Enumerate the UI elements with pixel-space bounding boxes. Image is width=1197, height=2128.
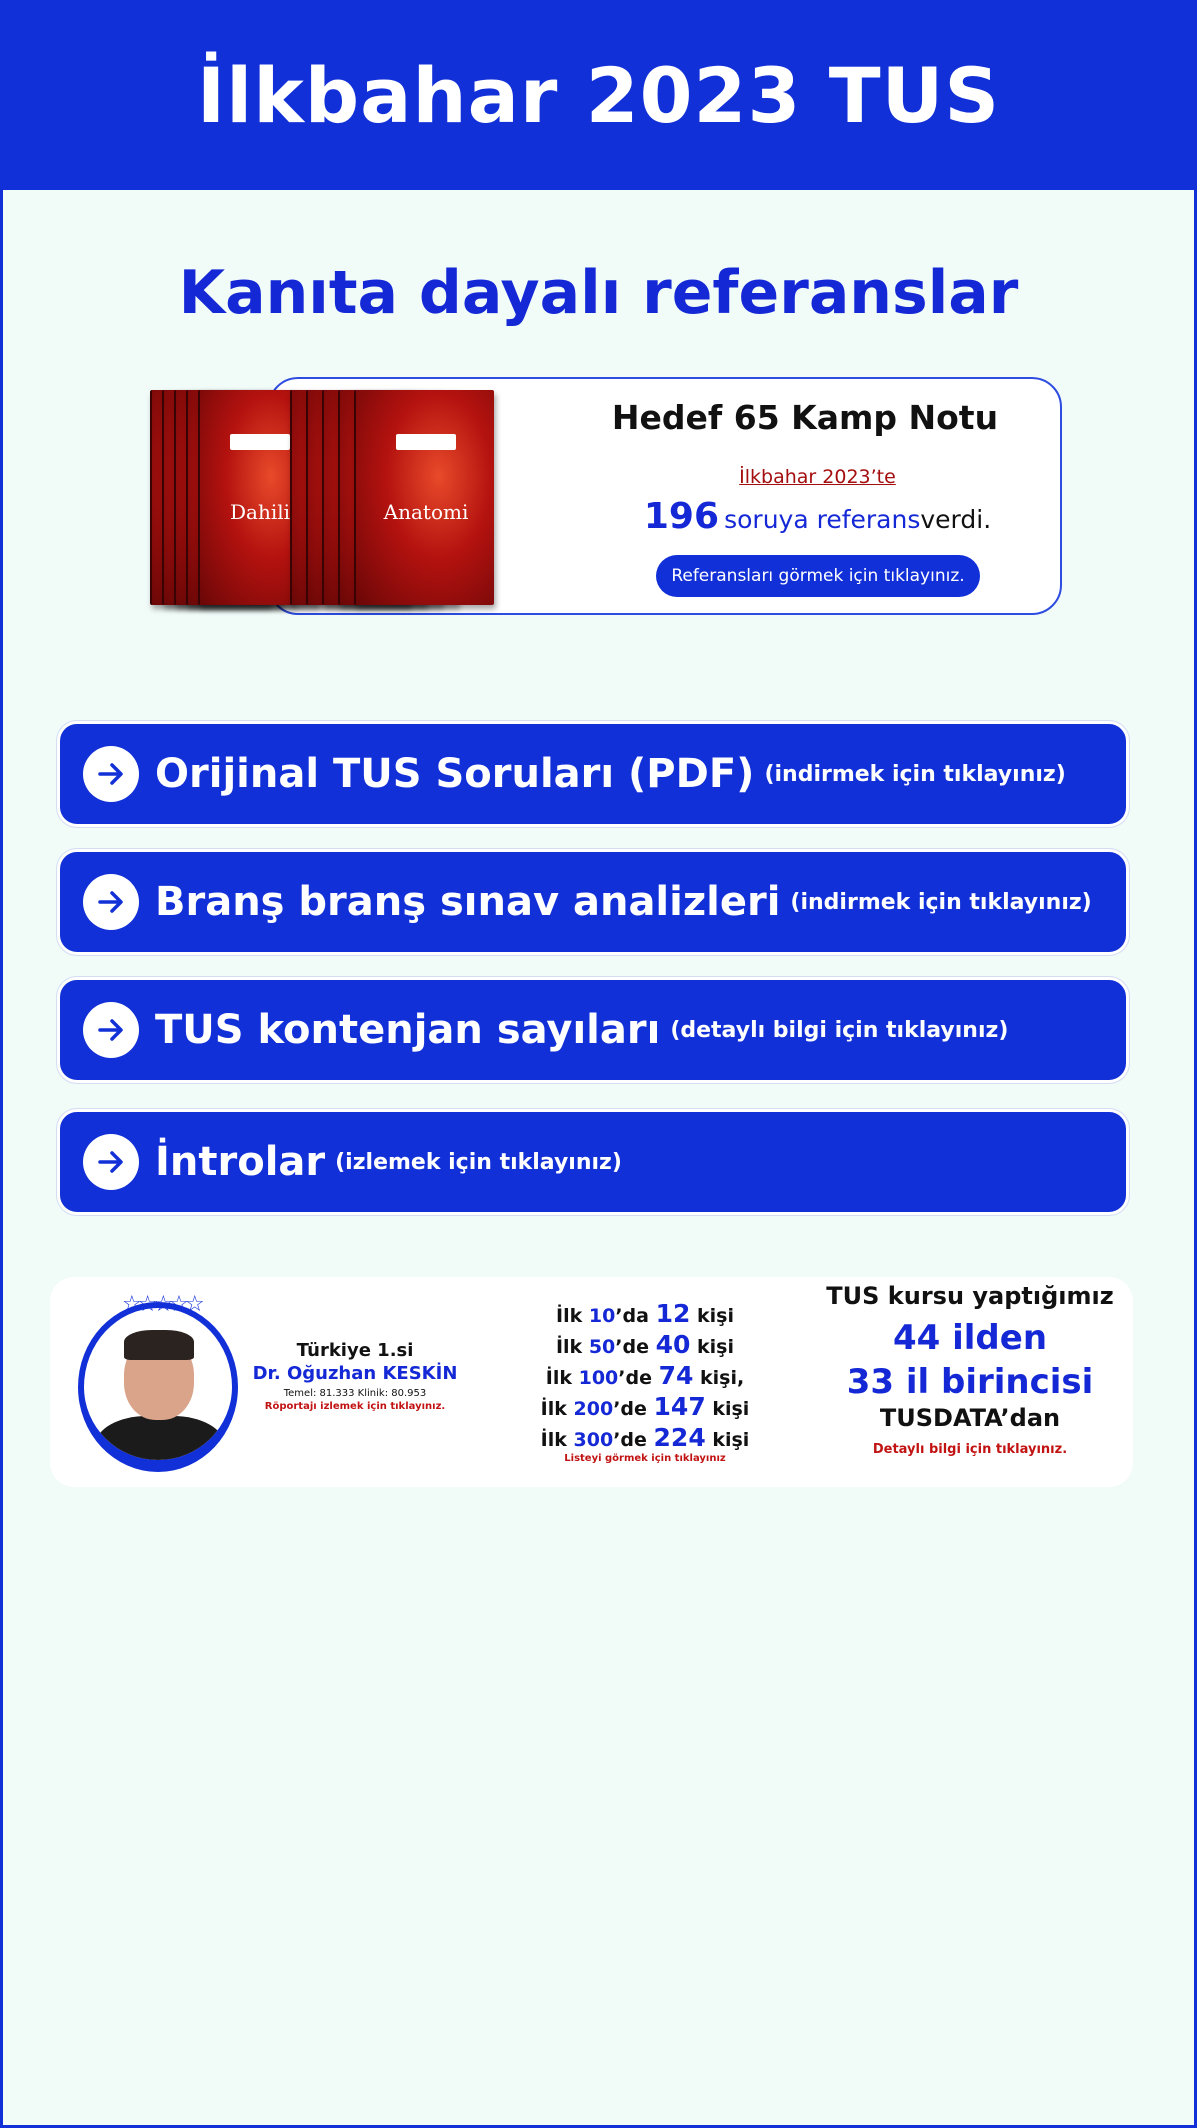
link-hint: (indirmek için tıklayınız) bbox=[790, 889, 1092, 915]
reference-count-number: 196 bbox=[643, 496, 719, 537]
page-header bbox=[0, 0, 1197, 190]
stat-row: İlk 100’de 74 kişi, bbox=[545, 1361, 745, 1390]
arrow-right-icon bbox=[83, 1134, 139, 1190]
link-hint: (indirmek için tıklayınız) bbox=[764, 761, 1066, 787]
province-line-1: TUS kursu yaptığımız bbox=[826, 1282, 1114, 1310]
province-line-2: 44 ilden bbox=[892, 1318, 1048, 1358]
winner-score: Temel: 81.333 Klinik: 80.953 bbox=[283, 1388, 427, 1399]
stat-row: İlk 300’de 224 kişi bbox=[540, 1423, 750, 1452]
reference-count-suffix: verdi. bbox=[920, 505, 992, 534]
list-link[interactable]: Listeyi görmek için tıklayınız bbox=[564, 1453, 726, 1464]
arrow-right-icon bbox=[83, 746, 139, 802]
ranking-stats[interactable] bbox=[530, 1298, 760, 1464]
book-stack-image[interactable] bbox=[150, 390, 510, 620]
product-title: Hedef 65 Kamp Notu bbox=[611, 398, 999, 437]
arrow-right-icon bbox=[83, 874, 139, 930]
book-cover-dahili: Dahili bbox=[229, 500, 291, 524]
link-label: Orijinal TUS Soruları (PDF) bbox=[155, 751, 755, 797]
winner-rank: Türkiye 1.si bbox=[296, 1340, 414, 1361]
section-subtitle: Kanıta dayalı referanslar bbox=[178, 258, 1019, 328]
product-period: İlkbahar 2023’te bbox=[739, 466, 896, 488]
link-label: Branş branş sınav analizleri bbox=[155, 879, 781, 925]
link-hint: (detaylı bilgi için tıklayınız) bbox=[670, 1017, 1009, 1043]
intros-button[interactable] bbox=[57, 1109, 1129, 1215]
quota-numbers-button[interactable] bbox=[57, 977, 1129, 1083]
stat-row: İlk 200’de 147 kişi bbox=[540, 1392, 750, 1421]
winner-info[interactable] bbox=[245, 1340, 465, 1412]
book-cover-anatomi: Anatomi bbox=[383, 500, 469, 524]
link-label: TUS kontenjan sayıları bbox=[155, 1007, 661, 1053]
link-label: İntrolar bbox=[155, 1139, 326, 1185]
reference-count-text: soruya referans bbox=[724, 505, 921, 534]
link-hint: (izlemek için tıklayınız) bbox=[335, 1149, 622, 1175]
reference-count bbox=[600, 496, 1035, 537]
stat-row: İlk 50’de 40 kişi bbox=[555, 1330, 735, 1359]
page-title: İlkbahar 2023 TUS bbox=[196, 50, 1001, 140]
stat-row: İlk 10’da 12 kişi bbox=[556, 1299, 734, 1328]
province-detail-link[interactable]: Detaylı bilgi için tıklayınız. bbox=[872, 1442, 1068, 1457]
province-stats[interactable] bbox=[810, 1282, 1130, 1457]
winner-avatar[interactable] bbox=[78, 1302, 238, 1472]
arrow-right-icon bbox=[83, 1002, 139, 1058]
province-line-3: 33 il birincisi bbox=[846, 1362, 1094, 1402]
branch-analysis-button[interactable] bbox=[57, 849, 1129, 955]
province-line-4: TUSDATA’dan bbox=[879, 1404, 1061, 1432]
winner-name: Dr. Oğuzhan KESKİN bbox=[252, 1363, 458, 1384]
original-questions-button[interactable] bbox=[57, 721, 1129, 827]
interview-link[interactable]: Röportajı izlemek için tıklayınız. bbox=[264, 1401, 446, 1412]
stars-icon: ☆☆☆☆☆ bbox=[122, 1292, 201, 1317]
references-button[interactable]: Referansları görmek için tıklayınız. bbox=[656, 555, 980, 597]
